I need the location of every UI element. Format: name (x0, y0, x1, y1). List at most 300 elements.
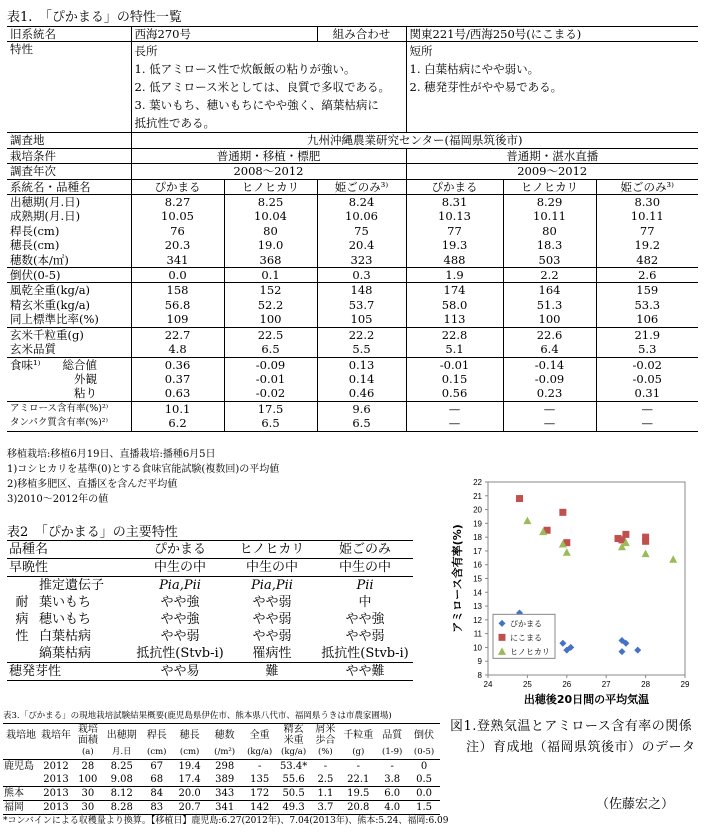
table-cell: 0.37 (131, 372, 224, 386)
table-cell: - (323, 761, 328, 772)
table-cell: 0.3 (317, 268, 406, 283)
table-cell: 482 (636, 252, 659, 267)
table-cell: 341 (215, 802, 235, 813)
table-row (7, 195, 698, 210)
table-cell: 2012 (43, 761, 69, 772)
table-cell: 77 (639, 223, 655, 238)
resistance-group-cell (7, 645, 37, 663)
resistance-group-cell (7, 611, 37, 628)
table-cell: 17.5 (224, 401, 317, 416)
table-cell: 83 (150, 802, 164, 813)
table-row (7, 386, 698, 401)
table-cell: 6.0 (384, 788, 401, 799)
data-point-square (516, 495, 523, 502)
table-cell: 8.30 (634, 195, 661, 210)
table-cell: 3.7 (317, 802, 334, 813)
x-tick-label: 24 (483, 680, 493, 689)
variety-header: 姫ごのみ³⁾ (620, 179, 674, 194)
taste-label-cell (7, 357, 131, 372)
table-row (3, 773, 440, 787)
table-cell: 難 (265, 664, 279, 679)
table-cell: やや強 (345, 612, 385, 627)
table-cell: 8.31 (406, 195, 503, 210)
t3-unit (39, 746, 73, 760)
t3-unit-row (3, 746, 440, 760)
table-cell: 158 (131, 283, 224, 298)
table-cell: 2013 (43, 802, 69, 813)
y-tick-label: 16 (473, 560, 482, 570)
resistance-group-char: 耐 (15, 595, 29, 610)
t3-header: 倒伏 (414, 729, 435, 741)
table-cell: 19.5 (347, 788, 370, 799)
table-cell: -0.09 (503, 372, 596, 386)
table-cell: 0.63 (131, 386, 224, 401)
table-cell: 10.11 (503, 209, 596, 223)
cond-label: 栽培条件 (7, 148, 131, 163)
table-row (3, 787, 440, 801)
legend-label: ヒノヒカリ (510, 647, 550, 657)
table-cell: 0.36 (131, 357, 224, 372)
table-cell: 49.3 (282, 802, 305, 813)
year-direct-seeding: 2009～2012 (517, 164, 588, 179)
table-cell: — (641, 416, 653, 431)
y-tick-label: 9 (477, 657, 482, 667)
table-cell: 6.4 (503, 342, 596, 357)
t3-header: 栽培地 (6, 729, 37, 741)
t3-header: 屑米 歩合 (315, 724, 336, 746)
cross-value: 関東221号/西海250号(にこまる) (409, 27, 582, 41)
resistance-label: 推定遺伝子 (39, 578, 105, 593)
row-label: 玄米品質 (7, 342, 131, 357)
table-cell: 5.3 (638, 342, 657, 357)
table-row (7, 238, 698, 252)
table-cell: 56.8 (131, 298, 224, 312)
y-tick-label: 8 (477, 671, 482, 680)
table-cell: 10.04 (224, 209, 317, 223)
t3-unit: (cm) (147, 747, 167, 757)
y-tick-label: 10 (473, 643, 482, 653)
demerit-item: 1. 白葉枯病にやや弱い。 (409, 62, 540, 77)
table-cell: — (503, 416, 596, 431)
table-cell: やや弱 (252, 595, 292, 610)
demerits-title: 短所 (409, 44, 433, 59)
demerits-cell (406, 42, 698, 133)
table-row (7, 645, 413, 663)
table-cell: 105 (317, 312, 406, 327)
table-cell: — (406, 416, 503, 431)
table-cell: 68 (150, 774, 164, 785)
row-label: 稈長(cm) (7, 224, 131, 238)
table-cell: 21.9 (634, 327, 661, 342)
table3-footnote: *コンバインによる収穫量より換算。【移植日】鹿児島:6.27(2012年)、7.04(2013年)、熊本:5.24、福岡:6.09 (3, 816, 449, 826)
table-cell: Pia,Pii (159, 578, 201, 593)
note: 2)移植多肥区、直播区を含んだ平均値 (7, 479, 178, 490)
y-tick-label: 21 (473, 491, 482, 501)
table-cell: 9.6 (317, 401, 406, 416)
table-cell: -0.02 (224, 386, 317, 401)
table-cell: 80 (224, 224, 317, 238)
t3-header-row (3, 724, 440, 747)
row-label: 穂数(本/㎡) (7, 253, 131, 268)
table-cell: 2.6 (638, 268, 657, 283)
table-cell: 20.3 (131, 238, 224, 252)
table-cell: やや強 (160, 612, 200, 627)
table-cell: 503 (503, 253, 596, 268)
table-cell: — (641, 401, 653, 416)
t3-header: 穂長 (179, 729, 200, 741)
cond-direct-seeding: 普通期・湛水直播 (506, 148, 599, 163)
y-tick-label: 12 (473, 615, 482, 625)
resistance-label: 白葉枯病 (39, 629, 92, 644)
table-cell: 19.0 (224, 238, 317, 252)
table1-notes (7, 447, 279, 507)
x-tick-label: 25 (522, 680, 532, 689)
table-cell: 67 (150, 761, 164, 772)
table-cell: 9.08 (110, 774, 133, 785)
table-cell: 罹病性 (252, 646, 292, 661)
year-label: 調査年次 (7, 164, 131, 179)
table-row (7, 224, 698, 238)
row-label: 玄米千粒重(g) (7, 327, 131, 342)
t2-header: ぴかまる (153, 542, 206, 557)
table-cell: 8.28 (110, 802, 133, 813)
traits-label: 特性 (7, 42, 131, 133)
table-cell: 389 (215, 774, 235, 785)
table-cell: 1.5 (416, 802, 432, 813)
resistance-label: 縞葉枯病 (39, 646, 92, 661)
data-point-square (642, 538, 649, 545)
table-row (7, 253, 698, 268)
table-cell: 172 (250, 788, 270, 799)
table-cell: 1.1 (317, 788, 334, 799)
resistance-group-cell (7, 594, 37, 611)
row-label: 倒伏(0-5) (7, 268, 131, 283)
amylose-label: アミロース含有率(%)²⁾ (7, 401, 131, 416)
table-cell: 100 (503, 312, 596, 327)
table-cell: 0.15 (406, 372, 503, 386)
table-cell: 2.5 (317, 774, 334, 785)
t3-header: 穂数 (214, 729, 235, 741)
table-row (7, 594, 413, 611)
x-axis-label: 出穂後20日間の平均気温 (523, 693, 650, 706)
merit-item: 2. 低アミロース米としては、良質で多収である。 (134, 80, 391, 95)
legend-marker (499, 634, 506, 641)
row-label: 出穂期(月.日) (7, 195, 131, 210)
table-cell: 10.05 (131, 209, 224, 223)
taste-sub-label: 外観 (74, 371, 97, 386)
table-cell: 抵抗性(Stvb-i) (321, 646, 409, 661)
resistance-group-cell (7, 577, 37, 595)
table-cell: 52.2 (224, 298, 317, 312)
table-row (7, 209, 698, 223)
demerit-item: 2. 穂発芽性がやや易である。 (409, 80, 563, 95)
maturity-label: 早晩性 (9, 560, 49, 575)
table-cell: — (406, 401, 503, 416)
table-cell: 0.23 (503, 386, 596, 401)
table-cell: 22.5 (224, 327, 317, 342)
t3-header: 品質 (382, 729, 403, 741)
table-cell: 中生の中 (245, 560, 298, 575)
table-cell: 28 (81, 761, 95, 772)
figure-note: 注）育成地（福岡県筑後市）のデータ (466, 740, 696, 755)
table-cell: 0 (420, 761, 428, 772)
resistance-group-char: 性 (15, 629, 29, 644)
table-cell: - (257, 761, 262, 772)
table-cell: 22.8 (406, 327, 503, 342)
taste-label: 食味¹⁾ (10, 357, 41, 372)
table-cell: 174 (406, 283, 503, 298)
table-cell: 77 (406, 224, 503, 238)
taste-sub-label: 総合値 (62, 357, 97, 372)
legend-label: にこまる (510, 633, 542, 643)
table-cell: 159 (636, 283, 659, 298)
y-tick-label: 11 (473, 629, 482, 639)
y-tick-label: 14 (473, 588, 482, 598)
t3-unit: (/m²) (214, 747, 236, 757)
table1-caption: 表1. 「ぴかまる」の特性一覧 (7, 10, 182, 25)
table-cell (3, 773, 39, 787)
y-tick-label: 15 (473, 574, 482, 584)
variety-header: ぴかまる (131, 179, 224, 194)
year-transplant: 2008～2012 (131, 164, 406, 179)
table-cell: 0.46 (317, 386, 406, 401)
table-cell: 84 (150, 788, 164, 799)
sprouting-label: 穂発芽性 (9, 664, 62, 679)
table3-caption: 表3.「ぴかまる」の現地栽培試験結果概要(鹿児島県伊佐市、熊本県八代市、福岡県うきは市農家圃場) (3, 711, 392, 721)
table-cell: 熊本 (4, 788, 24, 799)
table-cell: やや易 (160, 664, 200, 679)
taste-label-cell (7, 386, 131, 401)
table-cell: - (390, 761, 394, 772)
table-row (7, 283, 698, 298)
table-cell: やや弱 (160, 629, 200, 644)
t3-header: 栽培 面積 (77, 724, 98, 746)
note: 1)コシヒカリを基準(0)とする食味官能試験(複数回)の平均値 (7, 464, 280, 475)
t3-header: 稈長 (146, 729, 167, 741)
y-tick-label: 22 (473, 478, 482, 487)
table-cell: 10.11 (630, 209, 664, 224)
resistance-group-cell (7, 628, 37, 645)
amylose-temperature-chart (448, 478, 697, 708)
table-cell: 6.5 (317, 416, 406, 431)
t3-unit: (g) (352, 747, 365, 757)
table-cell: -0.02 (632, 357, 662, 372)
table-cell: 5.5 (317, 342, 406, 357)
table-cell: -0.09 (224, 357, 317, 372)
table-row (7, 312, 698, 327)
table-cell: 中生の中 (338, 560, 391, 575)
table-cell: 100 (78, 774, 98, 785)
table-row (7, 628, 413, 645)
table-cell: 30 (81, 802, 95, 813)
table-cell: 10.13 (406, 209, 503, 223)
table-cell: 22.1 (347, 774, 370, 785)
resistance-label: 穂いもち (39, 612, 92, 627)
merits-cell (131, 42, 406, 133)
t3-header: 精玄 米重 (283, 724, 304, 746)
table-cell: - (356, 761, 360, 772)
t2-header: 姫ごのみ (338, 542, 391, 557)
x-tick-label: 26 (562, 680, 572, 689)
table-cell: 6.5 (224, 416, 317, 431)
protein-label: タンパク質含有率(%)²⁾ (7, 416, 131, 431)
t3-unit: (cm) (179, 747, 200, 757)
table-cell: 2013 (43, 788, 69, 799)
table-cell: 109 (131, 312, 224, 327)
table-cell: やや強 (160, 595, 200, 610)
table-cell: 152 (224, 283, 317, 298)
table-cell: やや弱 (252, 612, 292, 627)
merit-item: 3. 葉いもち、穂いもちにやや強く、縞葉枯病に (134, 98, 379, 113)
table-cell: 323 (317, 253, 406, 268)
table-cell: 80 (503, 224, 596, 238)
taste-sub-label: 粘り (74, 386, 97, 401)
t3-unit: (kg/a) (247, 747, 273, 757)
table-cell: 0.31 (634, 386, 661, 401)
table-cell: 2.2 (503, 268, 596, 283)
t3-header: 千粒重 (343, 729, 374, 741)
table-cell: 75 (317, 224, 406, 238)
table-cell: 17.4 (178, 774, 201, 785)
t3-unit (3, 746, 39, 760)
table-row (7, 298, 698, 312)
t3-unit: 月.日 (111, 747, 132, 757)
table-cell: 8.24 (317, 195, 406, 210)
table-cell: 8.12 (110, 788, 133, 799)
resistance-group-char: 病 (15, 612, 29, 627)
author: （佐藤宏之） (596, 797, 675, 812)
table-cell: 10.1 (131, 401, 224, 416)
table-cell: — (503, 401, 596, 416)
y-tick-label: 19 (473, 519, 482, 529)
t3-header: 全重 (249, 729, 270, 741)
table-cell: 中 (358, 595, 372, 610)
t3-unit: (a) (81, 747, 94, 757)
table-cell: 6.2 (131, 416, 224, 431)
row-label: 成熟期(月.日) (7, 209, 131, 223)
table-cell: 53.7 (317, 298, 406, 312)
table-cell: 8.29 (503, 195, 596, 210)
table-row (7, 342, 698, 357)
table-cell: 30 (81, 788, 95, 799)
table-cell: 368 (224, 253, 317, 268)
table-cell: 135 (250, 774, 270, 785)
table-cell: 298 (215, 761, 235, 772)
t3-unit: (kg/a) (281, 747, 307, 757)
table-cell: 10.06 (317, 209, 406, 223)
table-cell: -0.01 (224, 372, 317, 386)
table-row (7, 577, 413, 595)
table-cell: 0.1 (224, 268, 317, 283)
row-label: 風乾全重(kg/a) (7, 283, 131, 298)
field-trial-table (3, 723, 440, 815)
cond-transplant: 普通期・移植・標肥 (131, 148, 406, 163)
table-cell: 鹿児島 (4, 761, 34, 772)
table-cell: Pia,Pii (251, 578, 293, 593)
table2-caption: 表2 「ぴかまる」の主要特性 (7, 525, 178, 540)
table-cell: 0.56 (406, 386, 503, 401)
note: 3)2010～2012年の値 (7, 494, 109, 505)
table-cell: やや弱 (252, 629, 292, 644)
table-row (7, 327, 698, 342)
table-cell: 55.6 (282, 774, 305, 785)
cross-label: 組み合わせ (317, 27, 406, 42)
y-tick-label: 17 (473, 546, 482, 556)
table-cell: 0.14 (317, 372, 406, 386)
table-cell: -0.05 (632, 371, 662, 386)
y-tick-label: 13 (473, 602, 482, 612)
y-tick-label: 18 (473, 533, 482, 543)
note: 移植栽培:移植6月19日、直播栽培:播種6月5日 (7, 449, 216, 460)
table-cell: 0.5 (416, 774, 432, 785)
table-cell: 50.5 (282, 788, 305, 799)
table-cell: 20.4 (317, 238, 406, 252)
table-cell: -0.01 (406, 357, 503, 372)
table-cell: 53.4* (279, 761, 308, 772)
table-cell: 22.6 (503, 327, 596, 342)
variety-header: 姫ごのみ³⁾ (317, 179, 406, 194)
table-row (7, 372, 698, 386)
table-row (7, 357, 698, 372)
variety-header: ヒノヒカリ (503, 179, 596, 194)
t2-header-variety: 品種名 (9, 542, 49, 557)
t3-unit: (0-5) (413, 747, 435, 757)
table-cell: 58.0 (406, 298, 503, 312)
table-cell: 19.4 (178, 761, 201, 772)
table-cell: 113 (406, 312, 503, 327)
variety-header: ぴかまる (406, 179, 503, 194)
table-cell: やや弱 (345, 629, 385, 644)
lineage-value: 西海270号 (131, 27, 317, 42)
table-cell: 20.8 (347, 802, 370, 813)
variety-label: 系統名・品種名 (7, 179, 131, 194)
table-cell: Pii (356, 578, 374, 593)
resistance-label: 葉いもち (39, 595, 92, 610)
table-cell: 0.0 (131, 268, 224, 283)
row-label: 精玄米重(kg/a) (7, 298, 131, 312)
t3-header: 出穂期 (106, 729, 137, 741)
t3-header: 栽培年 (41, 729, 72, 741)
table-cell: 20.7 (178, 802, 201, 813)
site-label: 調査地 (7, 133, 131, 148)
x-tick-label: 29 (680, 680, 690, 689)
table-cell: 18.3 (503, 238, 596, 252)
table-cell: 0.0 (416, 788, 432, 799)
y-axis-label: アミロース含有率(%) (451, 524, 464, 633)
table-cell: 148 (317, 283, 406, 298)
t2-header: ヒノヒカリ (239, 542, 305, 557)
table-row (3, 760, 440, 774)
table-cell: 5.1 (406, 342, 503, 357)
table-cell: 76 (131, 224, 224, 238)
table-cell: 8.25 (110, 761, 133, 772)
site-value: 九州沖縄農業研究センター(福岡県筑後市) (306, 133, 523, 148)
table-cell: 19.3 (406, 238, 503, 252)
legend-label: ぴかまる (510, 619, 542, 629)
table-cell: 6.5 (224, 342, 317, 357)
merits-title: 長所 (134, 44, 158, 59)
merit-item: 1. 低アミロース性で炊飯飯の粘りが強い。 (134, 62, 356, 77)
table-cell: 2013 (43, 774, 69, 785)
figure-caption: 図1.登熟気温とアミロース含有率の関係 (450, 719, 693, 734)
table-cell: 3.8 (384, 774, 401, 785)
table-cell: 142 (250, 802, 270, 813)
t3-unit: (%) (318, 747, 333, 757)
variety-header: ヒノヒカリ (224, 179, 317, 194)
scatter-plot (448, 478, 697, 708)
table-cell: 53.3 (634, 297, 661, 312)
table-cell: 0.13 (317, 357, 406, 372)
